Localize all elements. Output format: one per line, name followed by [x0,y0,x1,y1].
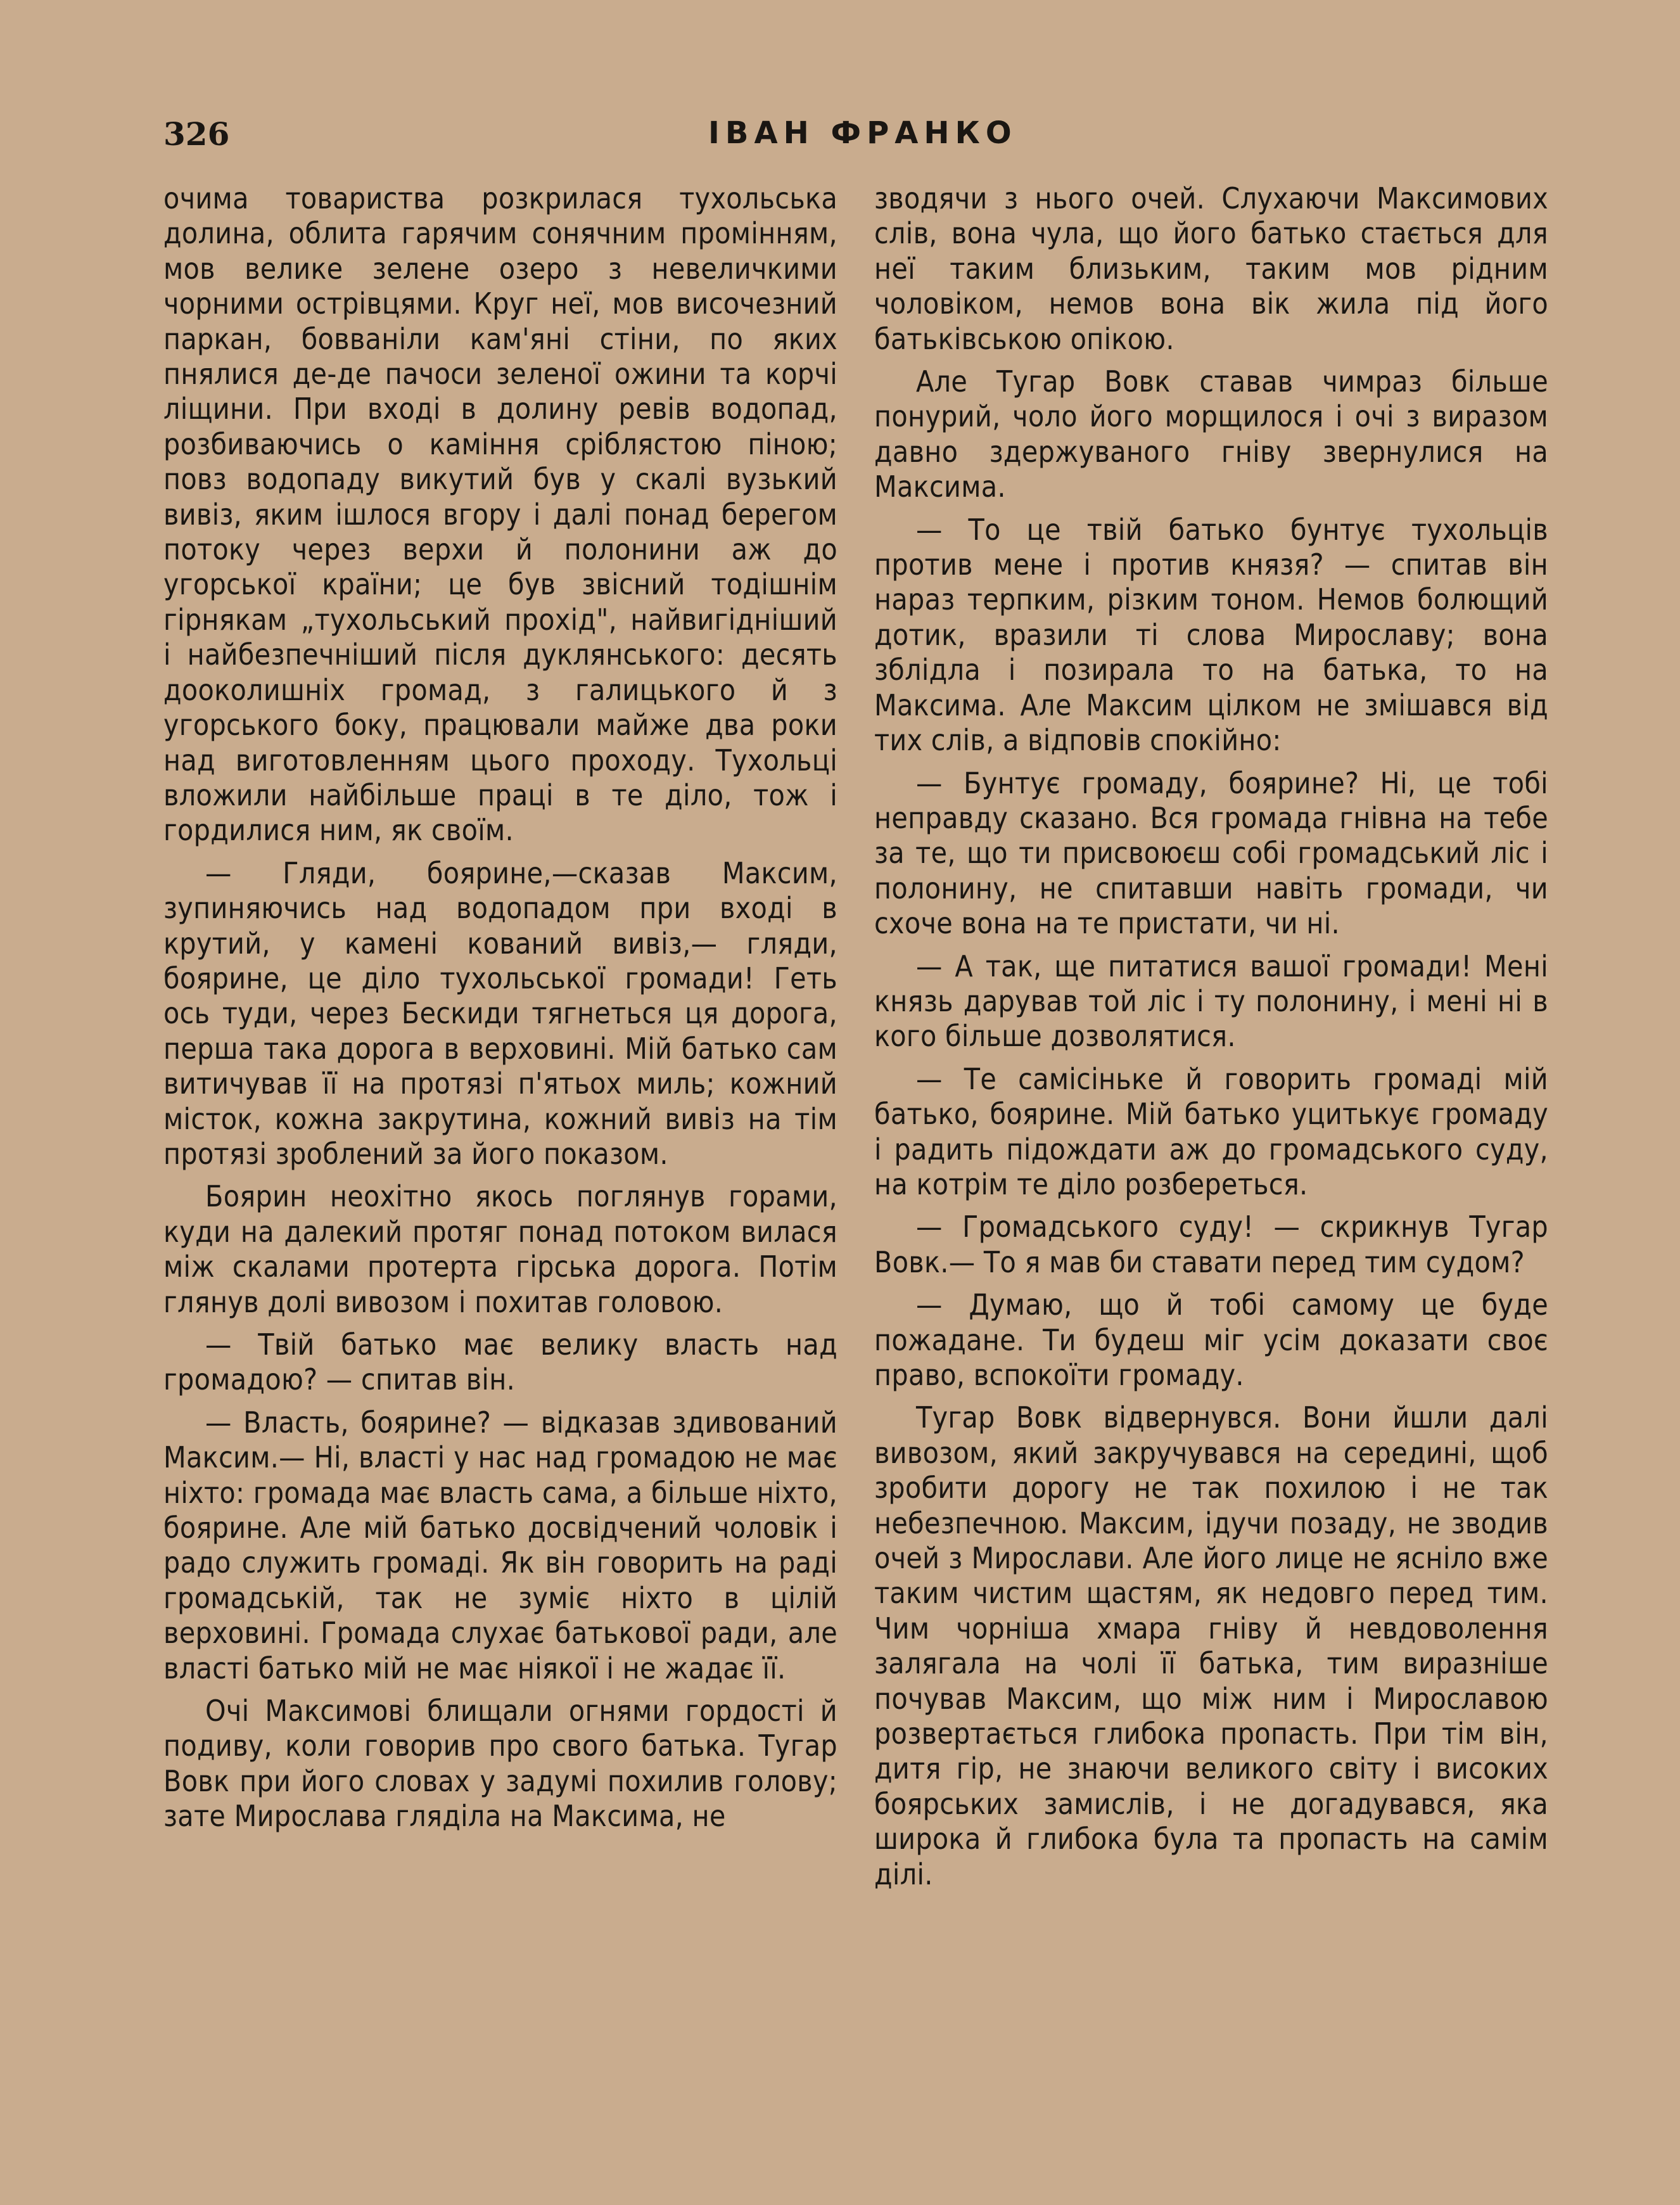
paragraph: зводячи з нього очей. Слухаючи Максимових слів, вона чула, що його батько стається для неї таким близьким, таким мов рідним чоловіком, немов вона вік жила під його батьківською опікою. [874,181,1548,356]
paragraph: — А так, ще питатися вашої громади! Мені князь дарував той ліс і ту полонину, і мені ні в кого більше дозволятися. [874,949,1548,1054]
paragraph: Але Тугар Вовк ставав чимраз більше понурий, чоло його морщилося і очі з виразом давно здержуваного гніву звернулися на Максима. [874,364,1548,504]
paragraph: — Думаю, що й тобі самому це буде пожадане. Ти будеш міг усім доказати своє право, вспокоїти громаду. [874,1288,1548,1392]
paragraph: очима товариства розкрилася тухольська долина, облита гарячим сонячним промінням, мов велике зелене озеро з невеличкими чорними острівцями. Круг неї, мов височезний паркан, бовваніли кам'яні стіни, по яких пнялися де-де пачоси зеленої ожини та корчі ліщини. При вході в долину ревів водопад, розбиваючись о каміння сріблястою піною; повз водопаду викутий був у скалі вузький вивіз, яким ішлося вгору і далі понад берегом потоку через верхи й полонини аж до угорської країни; це був звісний тодішнім гірнякам „тухольський прохід", найвигідніший і найбезпечніший після дуклянського: десять дооколишніх громад, з галицького й з угорського боку, працювали майже два роки над виготовленням цього проходу. Тухольці вложили найбільше праці в те діло, тож і гордилися ним, як своїм. [163,181,837,848]
paragraph: Очі Максимові блищали огнями гордості й подиву, коли говорив про свого батька. Тугар Вовк при його словах у задумі похилив голову; зате Мирослава гляділа на Максима, не [163,1694,837,1834]
paragraph: Боярин неохітно якось поглянув горами, куди на далекий протяг понад потоком вилася між скалами протерта гірська дорога. Потім глянув долі вивозом і похитав головою. [163,1179,837,1319]
paragraph: — Те самісіньке й говорить громаді мій батько, боярине. Мій батько уцитькує громаду і радить підождати аж до громадського суду, на котрім те діло розбереться. [874,1061,1548,1201]
page-number: 326 [163,115,230,153]
paragraph: — Громадського суду! — скрикнув Тугар Вовк.— То я мав би ставати перед тим судом? [874,1210,1548,1279]
paragraph: — Власть, боярине? — відказав здивований Максим.— Ні, власті у нас над громадою не має ніхто: громада має власть сама, а більше ніхто, боярине. Але мій батько досвідчений чоловік і радо служить громаді. Як він говорить на раді громадській, так не зуміє ніхто в цілій верховині. Громада слухає батькової ради, але власті батько мій не має ніякої і не жадає її. [163,1405,837,1685]
paragraph: — Гляди, боярине,—сказав Максим, зупиняючись над водопадом при вході в крутий, у камені кований вивіз,— гляди, боярине, це діло тухольської громади! Геть ось туди, через Бескиди тягнеться ця дорога, перша така дорога в верховині. Мій батько сам витичував її на протязі п'ятьох миль; кожний місток, кожна закрутина, кожний вивіз на тім протязі зроблений за його показом. [163,855,837,1171]
paragraph: — Твій батько має велику власть над громадою? — спитав він. [163,1327,837,1397]
running-title: ІВАН ФРАНКО [708,115,1017,151]
left-column [163,181,837,1842]
right-column [874,181,1548,1900]
paragraph: Тугар Вовк відвернувся. Вони йшли далі вивозом, який закручувався на середині, щоб зробити дорогу не так похилою і не так небезпечною. Максим, ідучи позаду, не зводив очей з Мирослави. Але його лице не ясніло вже таким чистим щастям, як недовго перед тим. Чим чорніша хмара гніву й невдоволення залягала на чолі її батька, тим виразніше почував Максим, що між ним і Мирославою розвертається глибока пропасть. При тім він, дитя гір, не знаючи великого світу і високих боярських замислів, і не догадувався, яка широка й глибока була та пропасть на самім ділі. [874,1400,1548,1891]
paragraph: — То це твій батько бунтує тухольців против мене і против князя? — спитав він нараз терпким, різким тоном. Немов болющий дотик, вразили ті слова Мирославу; вона зблідла і позирала то на батька, то на Максима. Але Максим цілком не змішався від тих слів, а відповів спокійно: [874,512,1548,758]
paragraph: — Бунтує громаду, боярине? Ні, це тобі неправду сказано. Вся громада гнівна на тебе за те, що ти присвоюєш собі громадський ліс і полонину, не спитавши навіть громади, чи схоче вона на те пристати, чи ні. [874,765,1548,941]
